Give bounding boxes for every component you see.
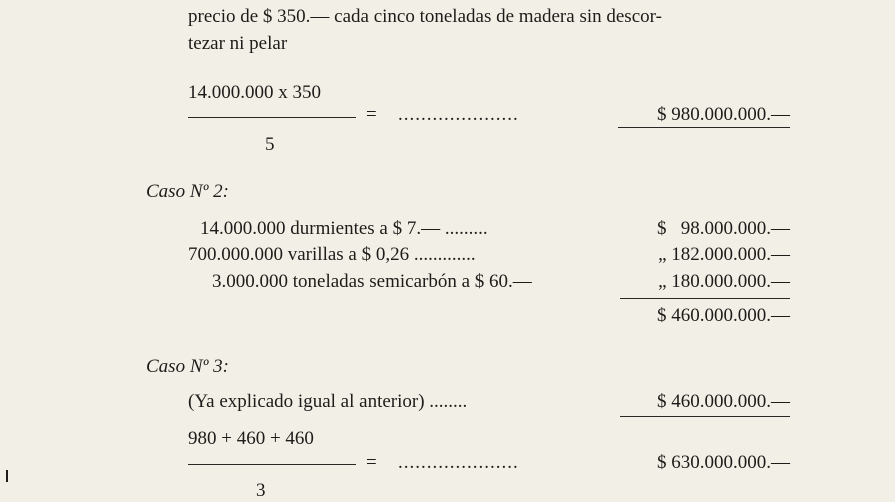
- calc1-dots: .....................: [398, 104, 519, 125]
- caso2-heading: Caso Nº 2:: [146, 181, 229, 202]
- intro-line-2: tezar ni pelar: [188, 33, 288, 54]
- caso2-row-3-text: 3.000.000 toneladas semicarbón a $ 60.—: [212, 271, 532, 292]
- caso3-row-text: (Ya explicado igual al anterior) ........: [188, 391, 468, 412]
- calc1-result: $ 980.000.000.—: [657, 104, 790, 125]
- calc1-result-underline: [618, 127, 790, 128]
- caso2-row-1-text: 14.000.000 durmientes a $ 7.— .........: [200, 218, 488, 239]
- caso2-row-3-amount: „ 180.000.000.—: [658, 271, 790, 292]
- caso3-dots: .....................: [398, 452, 519, 473]
- calc1-equals: =: [366, 104, 377, 125]
- calc1-fraction-bar: [188, 117, 356, 118]
- caso3-equals: =: [366, 452, 377, 473]
- caso3-heading: Caso Nº 3:: [146, 356, 229, 377]
- caso2-total: $ 460.000.000.—: [657, 305, 790, 326]
- caso2-row-1-amount: $ 98.000.000.—: [657, 218, 790, 239]
- caso2-row-2-amount: „ 182.000.000.—: [658, 244, 790, 265]
- caso3-row-amount: $ 460.000.000.—: [657, 391, 790, 412]
- caso3-fraction-bar: [188, 464, 356, 465]
- caso3-row-underline: [620, 416, 790, 417]
- caso3-numerator: 980 + 460 + 460: [188, 428, 314, 449]
- calc1-denominator: 5: [265, 134, 275, 155]
- calc1-numerator: 14.000.000 x 350: [188, 82, 321, 103]
- caso2-row-2-text: 700.000.000 varillas a $ 0,26 .............: [188, 244, 476, 265]
- caso3-denominator: 3: [256, 480, 266, 501]
- page-margin-mark: [6, 470, 8, 482]
- intro-line-1: precio de $ 350.— cada cinco toneladas de madera sin descor-: [188, 6, 662, 27]
- caso2-sum-rule: [620, 298, 790, 299]
- caso3-result: $ 630.000.000.—: [657, 452, 790, 473]
